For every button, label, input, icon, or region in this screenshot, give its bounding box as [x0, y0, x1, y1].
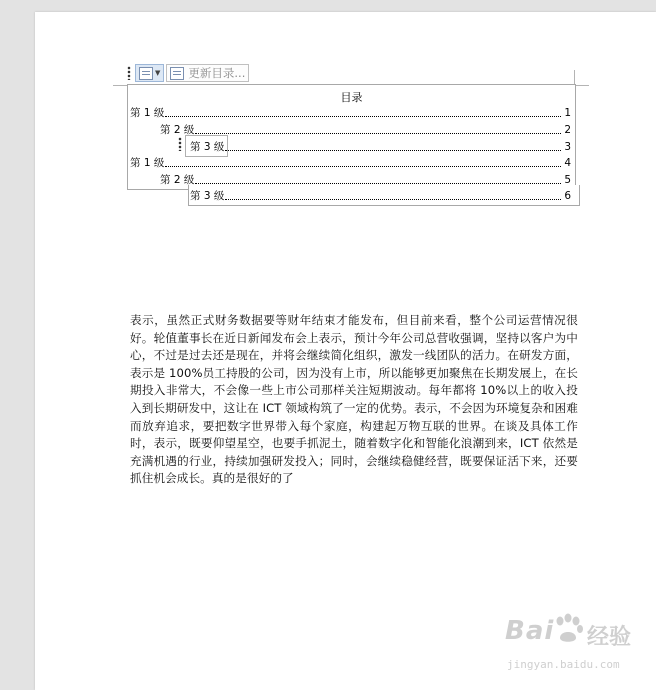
toc-entry[interactable]: 第 2 级 2 [160, 124, 571, 136]
drag-handle-icon[interactable] [127, 66, 131, 80]
crop-mark [575, 85, 589, 86]
refresh-doc-icon [170, 67, 184, 80]
toc-entry[interactable]: 第 3 级 3 [190, 141, 571, 153]
entry-drag-handle-icon[interactable] [178, 137, 182, 151]
watermark-brand: Bai [505, 616, 555, 646]
toc-toolbar [127, 64, 251, 82]
update-toc-button[interactable] [166, 64, 249, 82]
paw-icon [551, 612, 585, 646]
toc-menu-button[interactable] [135, 64, 164, 82]
watermark-url: jingyan.baidu.com [507, 658, 620, 671]
crop-mark [113, 85, 127, 86]
toc-entry[interactable]: 第 1 级 4 [130, 157, 571, 169]
body-paragraph[interactable]: 表示，虽然正式财务数据要等财年结束才能发布，但目前来看，整个公司运营情况很好。轮值董事长在近日新闻发布会上表示，预计今年公司总营收强调，坚持以客户为中心，不过是过去还是现在，并将会继续简化组织，激发一线团队的活力。在研发方面，表示是 100%员工持股的公司，因为没有上市，所以能够更加聚焦在长期发展上，在长期投入非常大，不会像一些上市公司那样关注短期波动。每年都将 10%以上的收入投入到长期研发中，这让在 ICT 领域构筑了一定的优势。表示，不会因为环境复杂和困难而放弃追求，要把数字世界带入每个家庭，构建起万物互联的世界。在谈及具体工作时，表示，既要仰望星空，也要手抓泥土，随着数字化和智能化浪潮到来，ICT 依然是充满机遇的行业，持续加强研发投入；同时，会继续稳健经营，既要保证活下来，还要抓住机会成长。真的是很好的了 [130, 313, 578, 486]
crop-mark [574, 70, 575, 84]
toc-entry[interactable]: 第 1 级 1 [130, 107, 571, 119]
baidu-jingyan-watermark [505, 612, 645, 682]
toc-doc-icon [139, 67, 153, 80]
watermark-brand-cn: 经验 [587, 625, 632, 650]
update-toc-label: 更新目录... [188, 66, 246, 80]
dropdown-arrow-icon: ▼ [155, 69, 161, 77]
toc-title: 目录 [340, 91, 363, 104]
toc-entry[interactable]: 第 2 级 5 [160, 174, 571, 186]
toc-entry[interactable]: 第 3 级 6 [190, 190, 571, 202]
